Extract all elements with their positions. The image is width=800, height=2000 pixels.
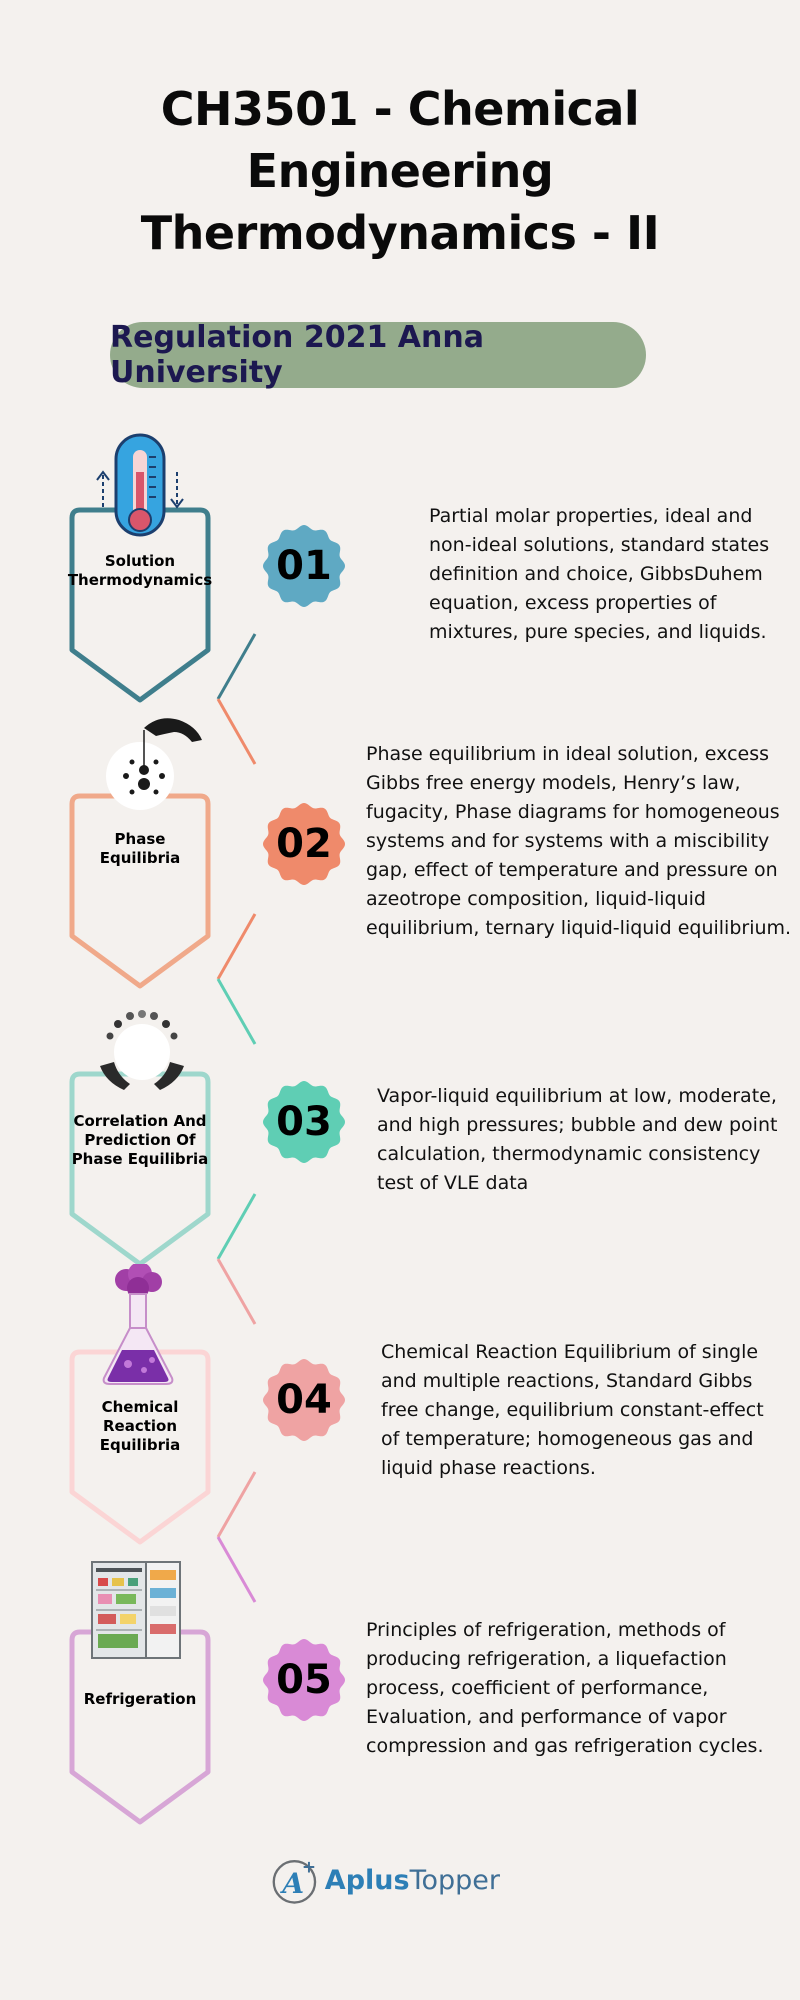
brand-part-2: Topper <box>409 1864 500 1896</box>
desc-5-line-4: Evaluation, and performance of vapor <box>366 1706 727 1728</box>
desc-5-line-5: compression and gas refrigeration cycles. <box>366 1735 764 1757</box>
unit-label-3 <box>60 1112 220 1169</box>
regulation-banner <box>110 322 646 388</box>
desc-1-line-3: definition and choice, GibbsDuhem <box>429 563 763 585</box>
unit-number-5: 05 <box>276 1657 332 1703</box>
regulation-text: Regulation 2021 Anna University <box>110 320 484 390</box>
thermometer-icon <box>95 432 185 542</box>
unit-label-5-line-1: Refrigeration <box>83 1690 197 1708</box>
unit-label-1-line-2: Thermodynamics <box>67 571 213 589</box>
footer-brand <box>270 1852 500 1908</box>
desc-1-line-1: Partial molar properties, ideal and <box>429 505 753 527</box>
desc-2-line-7: equilibrium, ternary liquid-liquid equilibrium. <box>366 917 792 939</box>
pendulum-hand-icon <box>104 710 204 830</box>
title-line-3: Thermodynamics - II <box>140 206 660 260</box>
unit-row-4 <box>0 1262 800 1532</box>
title-line-2: Engineering <box>246 144 554 198</box>
unit-number-2: 02 <box>276 821 332 867</box>
unit-label-4 <box>60 1398 220 1455</box>
desc-1-line-4: equation, excess properties of <box>429 592 717 614</box>
unit-label-1-line-1: Solution <box>104 552 176 570</box>
desc-4-line-3: free change, equilibrium constant-effect <box>381 1399 764 1421</box>
unit-label-3-line-3: Phase Equilibria <box>71 1150 209 1168</box>
unit-row-1 <box>0 432 800 702</box>
unit-row-3 <box>0 1010 800 1280</box>
brand-name <box>325 1865 500 1896</box>
unit-number-4: 04 <box>276 1377 332 1423</box>
desc-2-line-3: fugacity, Phase diagrams for homogeneous <box>366 801 780 823</box>
refrigerator-icon <box>90 1560 184 1660</box>
desc-2-line-1: Phase equilibrium in ideal solution, excess <box>366 743 770 765</box>
desc-4-line-5: liquid phase reactions. <box>381 1457 596 1479</box>
title-line-1: CH3501 - Chemical <box>160 82 640 136</box>
desc-3-line-3: calculation, thermodynamic consistency <box>377 1143 761 1165</box>
flask-icon <box>98 1264 178 1386</box>
brand-part-1: Aplus <box>324 1864 410 1896</box>
unit-label-1 <box>60 552 220 590</box>
desc-2-line-5: gap, effect of temperature and pressure on <box>366 859 778 881</box>
unit-description-3 <box>377 1082 777 1198</box>
unit-label-2-line-1: Phase <box>114 830 166 848</box>
unit-label-3-line-1: Correlation And <box>73 1112 207 1130</box>
moon-phases-hands-icon <box>96 1010 188 1092</box>
desc-5-line-1: Principles of refrigeration, methods of <box>366 1619 726 1641</box>
svg-text:+: + <box>301 1856 317 1877</box>
unit-label-2-line-2: Equilibria <box>99 849 181 867</box>
unit-description-1 <box>429 502 769 647</box>
unit-label-5 <box>60 1690 220 1709</box>
unit-label-4-line-1: Chemical <box>101 1398 179 1416</box>
unit-label-4-line-2: Reaction <box>102 1417 178 1435</box>
desc-3-line-2: and high pressures; bubble and dew point <box>377 1114 778 1136</box>
desc-2-line-6: azeotrope composition, liquid-liquid <box>366 888 706 910</box>
desc-5-line-2: producing refrigeration, a liquefaction <box>366 1648 727 1670</box>
unit-row-2 <box>0 710 800 980</box>
unit-label-2 <box>60 830 220 868</box>
unit-number-3: 03 <box>276 1099 332 1145</box>
desc-1-line-2: non-ideal solutions, standard states <box>429 534 770 556</box>
unit-description-4 <box>381 1338 764 1483</box>
unit-row-5 <box>0 1560 800 1830</box>
svg-text:A: A <box>282 1867 305 1901</box>
unit-description-5 <box>366 1616 763 1761</box>
desc-5-line-3: process, coefficient of performance, <box>366 1677 709 1699</box>
unit-number-1: 01 <box>276 543 332 589</box>
desc-2-line-4: systems and for systems with a miscibility <box>366 830 770 852</box>
desc-1-line-5: mixtures, pure species, and liquids. <box>429 621 767 643</box>
desc-4-line-2: and multiple reactions, Standard Gibbs <box>381 1370 753 1392</box>
desc-4-line-4: of temperature; homogeneous gas and <box>381 1428 754 1450</box>
desc-3-line-4: test of VLE data <box>377 1172 529 1194</box>
desc-2-line-2: Gibbs free energy models, Henry’s law, <box>366 772 741 794</box>
desc-3-line-1: Vapor-liquid equilibrium at low, moderate, <box>377 1085 777 1107</box>
page-title <box>0 78 800 264</box>
desc-4-line-1: Chemical Reaction Equilibrium of single <box>381 1341 759 1363</box>
aplus-logo-icon <box>270 1854 319 1906</box>
unit-label-3-line-2: Prediction Of <box>84 1131 196 1149</box>
unit-description-2 <box>366 740 791 943</box>
unit-label-4-line-3: Equilibria <box>99 1436 181 1454</box>
